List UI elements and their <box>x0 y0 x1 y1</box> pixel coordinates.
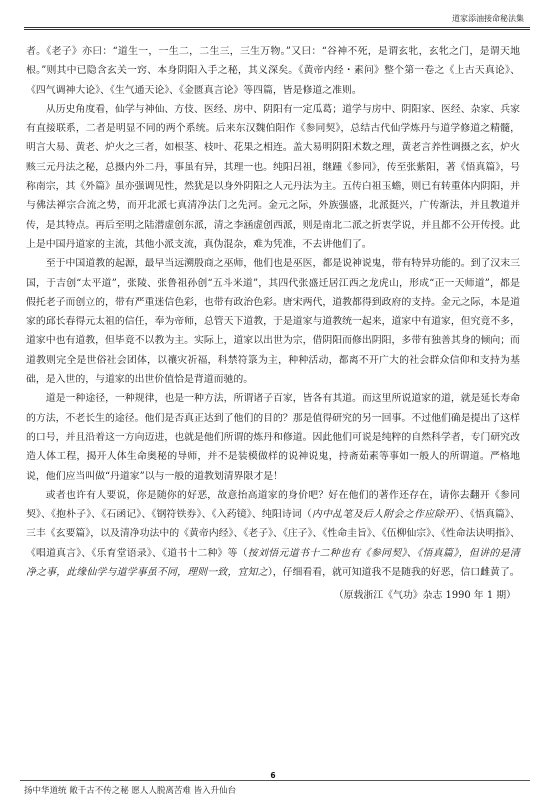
paragraph-definition: 道是一种途径，一种规律，也是一种方法，所谓诸子百家，皆各有其道。而这里所说道家的道，就是延长寿命的方法，不老长生的途径。他们是否真正达到了他们的目的？那是值得研究的另一回事。不过他们确是提出了这样的口号，并且沿着这一方向迈进，也就是他们所谓的炼丹和修道。因此他们可说是纯粹的自然科学者，专门研究改造人体工程，揭开人体生命奥秘的导师，并不是装模做样的说神说鬼，持斋茹素等事如一般人的所谓道。严格地说，他们应当叫做“丹道家”以与一般的道教划清界限才是！ <box>26 393 520 482</box>
page-header <box>0 0 546 33</box>
paragraph-references <box>26 486 520 582</box>
source-attribution: （原载浙江《气功》杂志 1990 年 1 期） <box>333 590 516 602</box>
annotation-note: 内中乩笔及后人附会之作应除开 <box>311 509 455 521</box>
references-text: 或者也许有人要说，你是随你的好恶，故意抬高道家的身价吧？好在他们的著作还存在，请你去翻开《参同契》、《抱朴子》、《石函记》、《钢符铁券》、《入药镜》、纯阳诗词（ <box>26 489 520 521</box>
header-rule <box>24 27 530 28</box>
paragraph-daoism-origins: 至于中国道教的起源，最早当远溯殷商之巫师，他们也是巫医，都是说神说鬼，带有特异功能的。到了汉末三国，于吉创“太平道”，张陵、张鲁祖孙创“五斗米道”，其四代张盛迁居江西之龙虎山，形成“正一天师道”，都是假托老子而创立的，带有严重迷信色彩，也带有政治色彩。唐宋两代，道教都得到政府的支持。金元之际，本是道家的邱长春得元太祖的信任，奉为帝师，总管天下道教，于是道家与道教统一起来，道家中有道家，但究竟不多，道家中也有道教，但毕竟不以教为主。实际上，道家以出世为宗，借阴阳而修出阴阳，多带有独善其身的倾向；而道教则完全是世俗社会团体，以禳灾祈福，科禁符箓为主，种种活动，都离不开广大的社会群众信仰和支持为基础，是入世的，与道家的出世价值恰是背道而驰的。 <box>26 258 520 386</box>
header-rule-double <box>24 29 530 30</box>
footer-rule <box>20 780 530 781</box>
running-title: 道家添油接命秘法集 <box>452 14 524 23</box>
paragraph-continuation: 者。《老子》亦曰：“道生一，一生二，二生三，三生万物。”又曰：“谷神不死，是谓玄牝，玄牝之门，是谓天地根。”则其中已隐含玄关一窍、本身阴阳入手之秘，其义深矣。《黄帝内经・素问》整个第一卷之《上古天真论》、《四气调神大论》、《生气通天论》、《金匮真言论》等四篇，皆是修道之准则。 <box>26 46 520 96</box>
paragraph-history: 从历史角度看，仙学与神仙、方伎、医经、房中、阴阳有一定瓜葛；道学与房中、阴阳家、医经、杂家、兵家有直接联系，二者是明显不同的两个系统。后来东汉魏伯阳作《参同契》，总结古代仙学炼丹与道学修道之精髓，明言大易、黄老、炉火之三者，如根茎、枝叶、花果之相连。盖大易明阴阳术数之理，黄老言养性调摄之玄，炉火赅三元丹法之秘，总摄内外二丹，事虽有异，其理一也。纯阳吕祖，继踵《参同》，传至张紫阳，著《悟真篇》，号称南宗，其《外篇》虽亦强调见性，然犹是以身外阴阳之人元丹法为主。五传白祖玉蟾，则已有转重体内阴阳，并与佛法禅宗合流之势，而开北派七真清净法门之先河。金元之际，外族强盛，北派挺兴，广传渐法，并且教道并传，是其特点。再后至明之陆潜虚创东派，清之李涵虚创西派，则是南北二派之折衷学说，并且都不公开传授。此上是中国丹道家的主流，其他小派支流，真伪混杂，难为凭准，不去讲他们了。 <box>26 103 520 250</box>
page-number: 6 <box>270 771 276 780</box>
references-text-end: ），仔细看看，就可知道我不是随我的好恶，信口雌黄了。 <box>267 567 520 579</box>
footer-slogan: 扬中华道统 敞千古不传之秘 愿人人脱离苦难 皆入升仙台 <box>24 786 237 796</box>
references-text-cont: ）、《悟真篇》、三丰《玄要篇》，以及清净功法中的《黄帝内经》、《老子》、《庄子》、《性命圭旨》、《伍柳仙宗》、《性命法诀明指》、《唱道真言》、《乐育堂语录》、《道书十二种》等（ <box>26 509 520 559</box>
annotation-note: 按刘悟元道书十二种也有《参同契》、《悟真篇》，但讲的是清净之事，此缘仙学与道学事虽不同，理则一致，宜知之 <box>26 547 520 579</box>
body-text <box>26 42 520 606</box>
